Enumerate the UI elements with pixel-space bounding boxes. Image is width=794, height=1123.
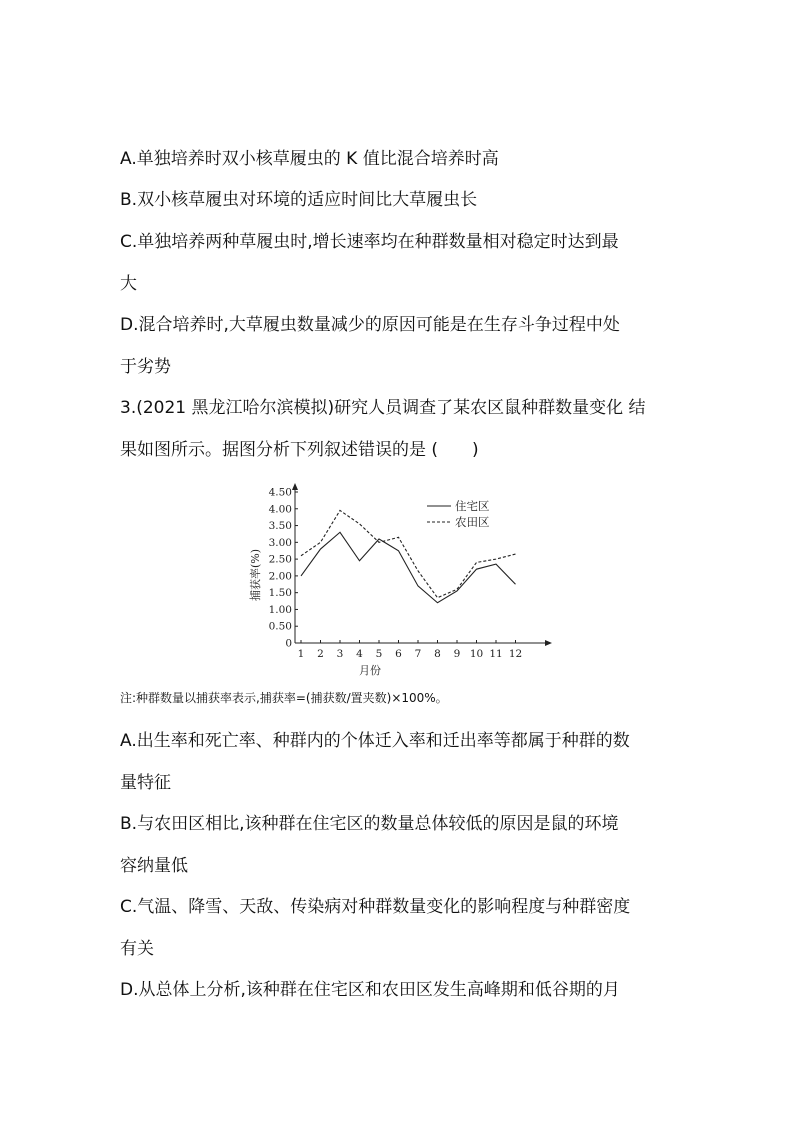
text-line: D.从总体上分析,该种群在住宅区和农田区发生高峰期和低谷期的月 <box>120 980 620 1000</box>
text-line: 大 <box>120 274 137 294</box>
text-line: C.单独培养两种草履虫时,增长速率均在种群数量相对稳定时达到最 <box>120 232 619 252</box>
y-tick-label: 3.00 <box>268 536 292 549</box>
capture-rate-line-chart <box>245 480 555 680</box>
legend-label: 住宅区 <box>455 499 490 513</box>
text-line: 有关 <box>120 939 154 959</box>
x-axis-label: 月份 <box>359 664 381 677</box>
y-tick-label: 1.00 <box>268 603 292 616</box>
text-line: A.单独培养时双小核草履虫的 K 值比混合培养时高 <box>120 149 499 169</box>
x-tick-label: 12 <box>508 648 523 660</box>
y-tick-label: 0 <box>285 637 292 650</box>
x-tick-label: 10 <box>469 648 484 660</box>
y-axis-arrow <box>292 483 298 490</box>
y-tick-label: 1.50 <box>268 587 292 600</box>
text-line: 果如图所示。据图分析下列叙述错误的是 ( ) <box>120 440 479 460</box>
x-axis-arrow <box>545 640 552 646</box>
y-axis-label: 捕获率(%) <box>249 548 262 602</box>
x-tick-label: 8 <box>434 648 441 660</box>
text-line: 于劣势 <box>120 357 171 377</box>
y-tick-label: 2.00 <box>268 570 292 583</box>
chart-legend <box>427 499 490 529</box>
x-tick-label: 6 <box>395 648 402 660</box>
x-tick-label: 1 <box>297 648 305 660</box>
x-tick-label: 4 <box>356 648 363 660</box>
text-line: 3.(2021 黑龙江哈尔滨模拟)研究人员调查了某农区鼠种群数量变化 结 <box>120 398 646 418</box>
x-tick-label: 11 <box>489 648 503 660</box>
legend-label: 农田区 <box>455 515 490 529</box>
text-line: B.双小核草履虫对环境的适应时间比大草履虫长 <box>120 190 478 210</box>
chart-axes <box>292 483 552 646</box>
text-line: 容纳量低 <box>120 856 188 876</box>
y-tick-label: 4.00 <box>268 503 292 516</box>
y-tick-label: 0.50 <box>268 620 292 633</box>
text-line: D.混合培养时,大草履虫数量减少的原因可能是在生存斗争过程中处 <box>120 315 620 335</box>
x-tick-label: 9 <box>453 648 461 660</box>
chart-note: 注:种群数量以捕获率表示,捕获率=(捕获数/置夹数)×100%。 <box>120 691 448 705</box>
series-line-1 <box>301 532 516 602</box>
y-tick-labels <box>269 487 298 650</box>
x-tick-label: 5 <box>375 648 383 660</box>
y-tick-label: 4.50 <box>268 486 292 499</box>
x-tick-label: 2 <box>317 648 324 660</box>
y-tick-label: 2.50 <box>268 553 292 566</box>
text-line: A.出生率和死亡率、种群内的个体迁入率和迁出率等都属于种群的数 <box>120 731 630 751</box>
x-tick-label: 7 <box>414 648 422 660</box>
y-tick-label: 3.50 <box>268 520 292 533</box>
text-line: C.气温、降雪、天敌、传染病对种群数量变化的影响程度与种群密度 <box>120 897 631 917</box>
text-line: 量特征 <box>120 773 171 793</box>
text-line: B.与农田区相比,该种群在住宅区的数量总体较低的原因是鼠的环境 <box>120 814 619 834</box>
x-tick-label: 3 <box>336 648 344 660</box>
